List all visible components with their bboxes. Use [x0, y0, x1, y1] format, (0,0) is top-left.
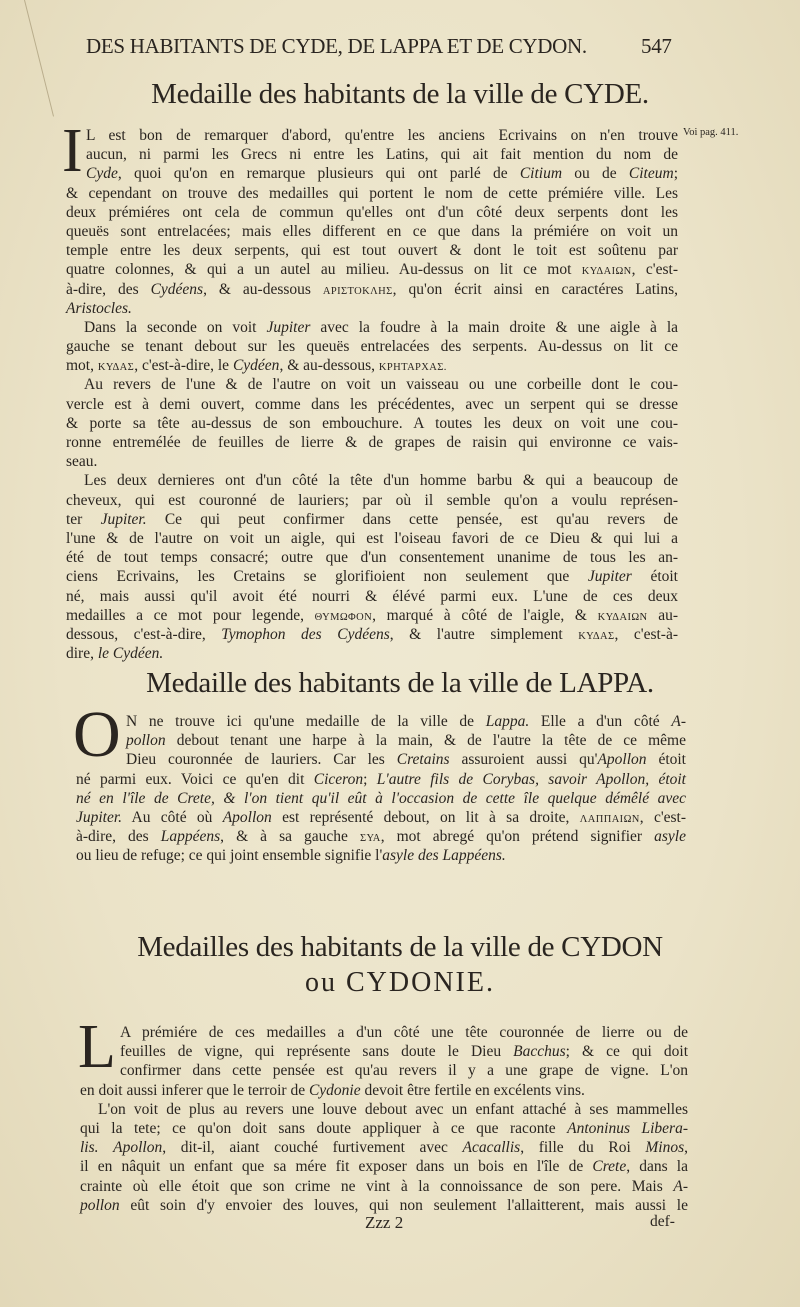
text-run: étoit — [631, 568, 678, 586]
italic-text: Crete — [592, 1158, 627, 1176]
text-run: Elle a d'un côté — [529, 713, 672, 730]
italic-text: Antoninus Libera- — [567, 1119, 688, 1137]
text-line — [80, 1023, 688, 1042]
text-line — [76, 846, 686, 865]
text-line — [80, 1081, 688, 1100]
text-run: seau. — [66, 453, 98, 471]
italic-text: Apollon — [222, 808, 272, 826]
italic-text: pollon — [80, 1196, 120, 1214]
text-line — [66, 606, 678, 625]
text-line — [66, 318, 678, 337]
text-run: en doit aussi inferer que le terroir de — [80, 1081, 309, 1099]
text-line — [80, 1196, 688, 1215]
text-run: été de tout temps consacré; outre que d'un consentement unanime de tous les an- — [66, 549, 678, 567]
italic-text: Ciceron — [313, 770, 364, 788]
text-line — [66, 356, 678, 375]
section-title-lappa: Medaille des habitants de la ville de LAPPA. — [146, 667, 654, 699]
text-line — [66, 510, 678, 529]
text-run: N ne trouve ici qu'une medaille de la ville de — [126, 713, 486, 730]
text-line — [76, 789, 686, 808]
italic-text: Lappéens — [160, 828, 221, 846]
section-body-cyde — [66, 126, 678, 663]
text-run: dessous, c'est-à-dire, — [66, 625, 222, 643]
italic-text: Aristocles. — [66, 299, 132, 317]
text-run: , c'est-à-dire, le — [134, 357, 233, 375]
text-run: devoit être fertile en excélents vins. — [360, 1081, 585, 1099]
running-title: DES HABITANTS DE CYDE, DE LAPPA ET DE CYDON. — [86, 34, 587, 58]
italic-text: A- — [671, 713, 686, 730]
italic-text: Acacallis — [462, 1139, 521, 1157]
text-run: , dit-il, aiant couché furtivement avec — [162, 1139, 463, 1157]
text-line — [66, 452, 678, 471]
text-line — [66, 548, 678, 567]
text-run: vercle est à demi ouvert, comme dans les précédentes, avec un serpent qui se dresse — [66, 395, 678, 413]
text-line — [76, 750, 686, 769]
italic-text: Jupiter — [587, 568, 632, 586]
text-run: ou lieu de refuge; ce qui joint ensemble signifie l' — [76, 847, 383, 865]
greek-legend: ΚΥΔΑΣ — [578, 630, 615, 642]
text-run: feuilles de vigne, qui représente sans doute le Dieu — [120, 1043, 514, 1061]
margin-note: Voi pag. 411. — [683, 127, 739, 138]
text-run: ou de — [562, 165, 629, 183]
text-run: Au côté où — [122, 808, 223, 826]
text-run: ; & ce qui doit — [565, 1043, 689, 1061]
catchword: def- — [650, 1213, 675, 1230]
text-run — [99, 1139, 114, 1156]
page-number: 547 — [641, 34, 672, 58]
italic-text: né en l'île de Crete, & l'on tient qu'il eût à l'occasion de cette île quelque démêlé avec — [76, 789, 686, 807]
text-run: né, mais aussi qu'il avoit été nourri & élévé parmi eux. L'une de ces deux — [66, 587, 678, 605]
italic-text: Jupiter. — [76, 808, 123, 826]
section-title-cydon: Medailles des habitants de la ville de CYDON — [137, 931, 663, 963]
text-run: confirmer dans cette pensée est qu'au revers il y a une grape de vigne. L'on — [120, 1062, 688, 1080]
italic-text: Lappa. — [485, 713, 530, 730]
text-run: ter — [66, 510, 101, 528]
text-line — [66, 241, 678, 260]
italic-text: Cyde — [86, 165, 118, 183]
text-line — [66, 203, 678, 222]
italic-text: Cydéen — [232, 357, 280, 375]
text-run: ciens Ecrivains, les Cretains se glorifioient non seulement que — [66, 568, 588, 586]
text-line — [66, 433, 678, 452]
italic-text: asyle des Lappéens. — [382, 847, 506, 865]
section-body-cydon — [80, 1023, 688, 1215]
italic-text: Cretains — [396, 751, 450, 769]
text-line — [66, 126, 678, 145]
text-line — [66, 644, 678, 663]
text-run: A prémiére de ces medailles a d'un côté une tête couronnée de lierre ou de — [120, 1024, 688, 1041]
italic-text: Citeum — [628, 165, 674, 183]
text-run: & cependant on trouve des medailles qui portent le nom de cette prémiére ville. Les — [66, 184, 678, 202]
greek-legend: ΚΥΔΑΣ — [97, 362, 135, 374]
text-line — [66, 145, 678, 164]
italic-text: Cydonie — [308, 1081, 361, 1099]
text-run: , & au-dessous, — [279, 357, 379, 375]
text-run: à-dire, des — [76, 828, 161, 846]
drop-cap-l: L — [78, 1013, 116, 1081]
running-header — [86, 34, 676, 59]
text-run: , fille du Roi — [520, 1139, 646, 1157]
text-run: Au revers de l'une & de l'autre on voit un vaisseau ou une corbeille dont le cou- — [84, 376, 678, 394]
text-run: queuës sont entrelacées; mais elles different en ce que dans la prémiére on voit un — [66, 222, 678, 240]
text-line — [66, 529, 678, 548]
text-line — [66, 587, 678, 606]
text-line — [76, 712, 686, 731]
text-run: temple entre les deux serpents, qui est tout ouvert & dont le toit est soûtenu par — [66, 242, 678, 260]
text-line — [80, 1100, 688, 1119]
text-run: L'on voit de plus au revers une louve debout avec un enfant attaché à ses mammelles — [98, 1100, 688, 1118]
text-line — [66, 491, 678, 510]
text-run: crainte où elle étoit que son crime ne vint à la connoissance de son pere. Mais — [80, 1177, 674, 1195]
text-run: ronne entremélée de feuilles de lierre & de grapes de raisin qui environne ce vais- — [66, 434, 678, 451]
italic-text: L'autre fils de Corybas, savoir Apollon, étoit — [376, 770, 686, 788]
text-line — [66, 414, 678, 433]
text-line — [66, 375, 678, 394]
text-line — [66, 337, 678, 356]
text-run: Les deux dernieres ont d'un côté la tête d'un homme barbu & qui a beaucoup de — [84, 472, 678, 490]
text-line — [80, 1042, 688, 1061]
text-run: , & l'autre simplement — [389, 625, 579, 643]
text-line — [80, 1157, 688, 1176]
text-run: au- — [647, 606, 678, 624]
drop-cap-i: I — [62, 117, 83, 185]
text-run: , dans la — [626, 1158, 688, 1176]
text-line — [80, 1061, 688, 1080]
text-run: , mot abregé qu'on prétend signifier — [380, 828, 655, 846]
italic-text: Apollon — [597, 751, 647, 769]
italic-text: Cydéens — [150, 280, 204, 298]
greek-legend: ΑΡΙΣΤΟΚΛΗΣ — [322, 285, 393, 297]
section-subtitle-cydonie: ou CYDONIE. — [305, 967, 495, 998]
text-run: , c'est-à- — [614, 625, 678, 643]
text-run: l'une & de l'autre on voit un aigle, qui est l'oiseau favori de ce Dieu & qui lui a — [66, 529, 678, 547]
text-run: eût soin d'y envoier des louves, qui non seulement l'allaitterent, mais aussi le — [119, 1196, 688, 1214]
text-run: quatre colonnes, & qui a un autel au milieu. Au-dessus on lit ce mot — [66, 261, 582, 279]
text-line — [66, 184, 678, 203]
text-line — [66, 567, 678, 586]
italic-text: asyle — [654, 828, 686, 846]
greek-legend: ΘΥΜΩΦΟΝ — [314, 611, 373, 623]
text-line — [66, 164, 678, 183]
text-run: étoit — [646, 751, 686, 769]
text-line — [80, 1119, 688, 1138]
text-run: , — [684, 1139, 689, 1157]
italic-text: Bacchus — [513, 1043, 566, 1061]
greek-legend: ΣΥΑ — [359, 833, 381, 845]
text-run: L est bon de remarquer d'abord, qu'entre les anciens Ecrivains on n'en trouve — [86, 127, 678, 144]
text-run: avec la foudre à la main droite & une aigle à la — [310, 318, 679, 336]
text-run: , c'est- — [631, 261, 678, 279]
text-line — [80, 1177, 688, 1196]
text-line — [66, 260, 678, 279]
text-line — [76, 770, 686, 789]
greek-legend: ΚΥΔΑΙΩΝ — [581, 266, 632, 278]
text-line — [66, 471, 678, 490]
greek-legend: ΛΑΠΠΑΙΩΝ — [579, 813, 640, 825]
text-run: , & à sa gauche — [220, 828, 360, 846]
text-run: ; — [673, 165, 678, 183]
text-run: dire, — [66, 645, 98, 663]
greek-legend: ΚΡΗΤΑΡΧΑΣ. — [378, 362, 447, 374]
text-run: medailles a ce mot pour legende, — [66, 606, 315, 624]
text-run: à-dire, des — [66, 280, 151, 298]
italic-text: pollon — [126, 732, 166, 750]
signature-mark: Zzz 2 — [365, 1213, 404, 1232]
section-title-cyde: Medaille des habitants de la ville de CYDE. — [151, 78, 649, 110]
text-run: Dans la seconde on voit — [84, 318, 267, 336]
text-run: , marqué à côté de l'aigle, & — [372, 606, 598, 624]
text-run: gauche se tenant debout sur les queuës entrelacées des serpents. Au-dessus on lit ce — [66, 338, 678, 356]
text-run: deux prémiéres ont cela de commun qu'elles ont d'un côté deux serpents dont les — [66, 203, 678, 221]
text-run: , c'est- — [639, 808, 686, 826]
text-run: ; — [363, 770, 377, 788]
text-line — [66, 280, 678, 299]
greek-legend: ΚΥΔΑΙΩΝ — [597, 611, 648, 623]
text-run: qui la tete; ce qu'on doit sans doute appliquer à ce que raconte — [80, 1119, 568, 1137]
text-run: né parmi eux. Voici ce qu'en dit — [76, 770, 314, 788]
italic-text: Jupiter — [266, 318, 311, 336]
text-line — [66, 395, 678, 414]
text-run: Dieu couronnée de lauriers. Car les — [126, 751, 397, 769]
text-line — [66, 625, 678, 644]
italic-text: Jupiter. — [100, 510, 147, 528]
text-line — [76, 827, 686, 846]
italic-text: A- — [673, 1177, 688, 1195]
text-run: , quoi qu'on en remarque plusieurs qui ont parlé de — [117, 165, 520, 183]
italic-text: Apollon — [113, 1139, 163, 1157]
italic-text: le Cydéen. — [97, 645, 164, 663]
drop-cap-o: O — [73, 698, 121, 771]
text-run: aucun, ni parmi les Grecs ni entre les Latins, qui ait fait mention du nom de — [86, 146, 678, 164]
text-line — [76, 731, 686, 750]
text-run: debout tenant une harpe à la main, & de l'autre la tête de ce même — [165, 732, 686, 750]
text-run: & porte sa tête au-dessus de son embouchure. A toutes les deux on voit une cou- — [66, 414, 678, 432]
text-line — [66, 299, 678, 318]
italic-text: Citium — [519, 165, 563, 183]
section-body-lappa — [76, 712, 686, 866]
italic-text: Minos — [645, 1139, 685, 1157]
text-run: , qu'on écrit ainsi en caractéres Latins, — [392, 280, 678, 298]
text-run: , & au-dessous — [203, 280, 323, 298]
text-line — [80, 1138, 688, 1157]
text-run: assuroient aussi qu' — [449, 751, 598, 769]
text-line — [76, 808, 686, 827]
text-run: mot, — [66, 357, 98, 375]
text-line — [66, 222, 678, 241]
text-run: cheveux, qui est couronné de lauriers; par où il semble qu'on a voulu représen- — [66, 491, 678, 509]
italic-text: Tymophon des Cydéens — [221, 625, 390, 643]
text-run: Ce qui peut confirmer dans cette pensée, est qu'au revers de — [146, 510, 678, 528]
text-run: il en nâquit un enfant que sa mére fit exposer dans un bois en l'île de — [80, 1158, 593, 1176]
italic-text: lis. — [80, 1139, 99, 1157]
text-run: est représenté debout, on lit à sa droite, — [271, 808, 580, 826]
